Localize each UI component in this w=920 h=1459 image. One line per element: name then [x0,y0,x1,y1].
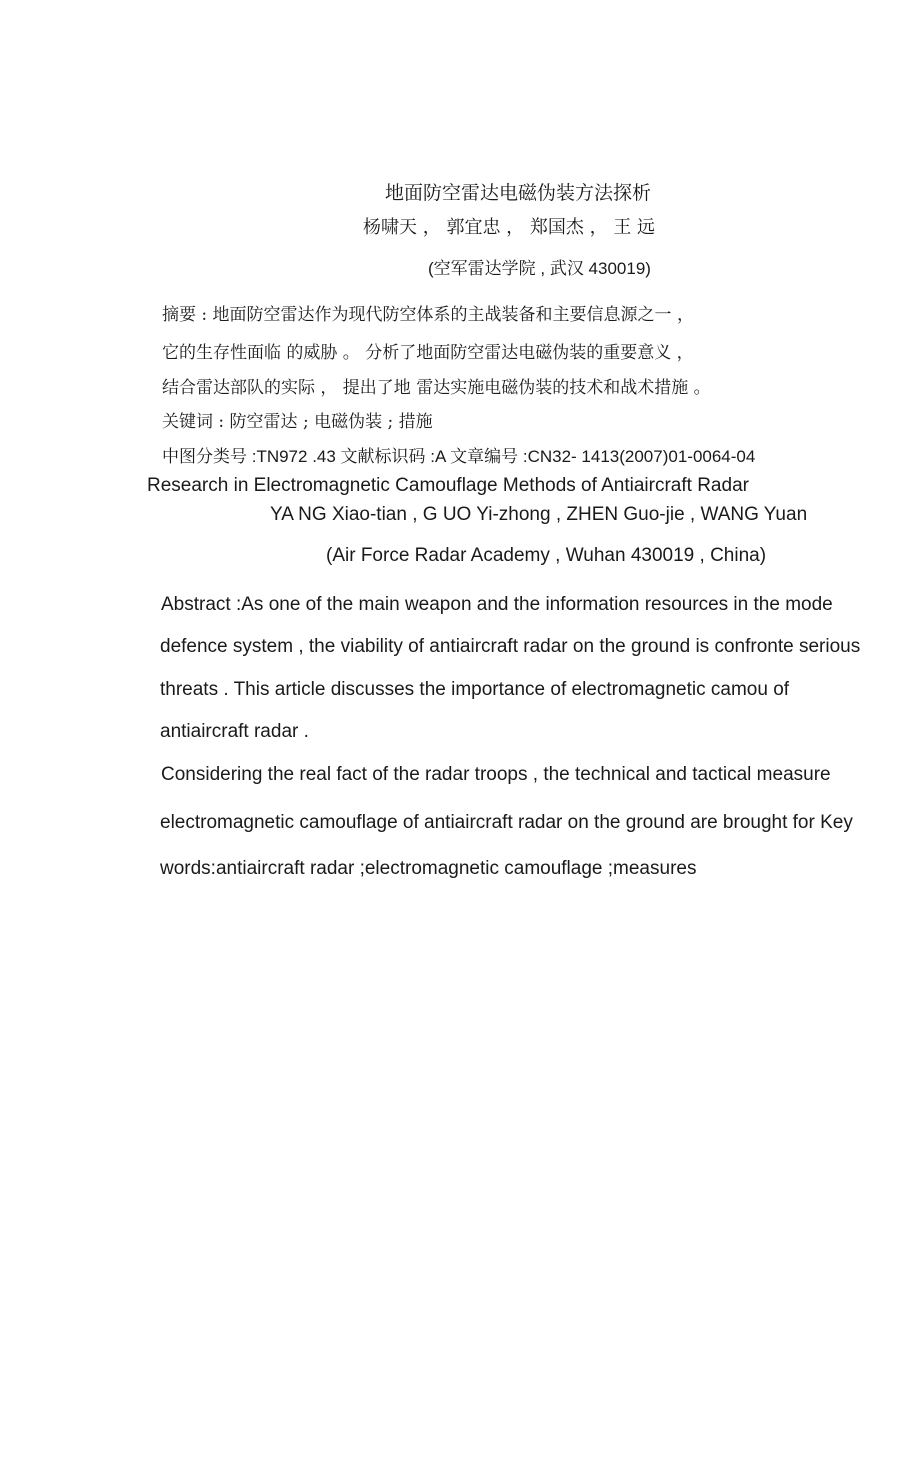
cn-affiliation: (空军雷达学院 , 武汉 430019) [428,259,651,278]
en-authors: YA NG Xiao-tian , G UO Yi-zhong , ZHEN Guo-jie , WANG Yuan [270,504,808,525]
en-abstract-line: defence system , the viability of antiaircraft radar on the ground is confronte serious [160,636,861,657]
cn-title: 地面防空雷达电磁伪装方法探析 [385,182,652,204]
en-abstract-line: Considering the real fact of the radar troops , the technical and tactical measure [161,764,831,785]
cn-keywords: 关键词 : 防空雷达 ; 电磁伪装 ; 措施 [162,412,433,432]
cn-abstract-line: 摘要 : 地面防空雷达作为现代防空体系的主战装备和主要信息源之一 ， [162,305,694,325]
cn-abstract-line: 结合雷达部队的实际 ， 提出了地 雷达实施电磁伪装的技术和战术措施 。 [162,378,711,398]
en-title: Research in Electromagnetic Camouflage Methods of Antiaircraft Radar [147,475,749,496]
en-affiliation: (Air Force Radar Academy , Wuhan 430019 , China) [326,545,767,566]
cn-authors: 杨啸天 ， 郭宜忠 ， 郑国杰 ， 王 远 [363,217,656,238]
cn-abstract-line: 它的生存性面临 的威胁 。 分析了地面防空雷达电磁伪装的重要意义 ， [162,343,694,363]
cn-classification: 中图分类号 :TN972 .43 文献标识码 :A 文章编号 :CN32- 1413(2007)01-0064-04 [162,447,756,466]
en-abstract-line: words:antiaircraft radar ;electromagnetic camouflage ;measures [160,858,697,879]
en-abstract-line: electromagnetic camouflage of antiaircraft radar on the ground are brought for Key [160,812,853,833]
en-abstract-line: threats . This article discusses the importance of electromagnetic camou of [160,679,790,700]
en-abstract-line: Abstract :As one of the main weapon and the information resources in the mode [161,594,833,615]
en-abstract-line: antiaircraft radar . [160,721,309,742]
